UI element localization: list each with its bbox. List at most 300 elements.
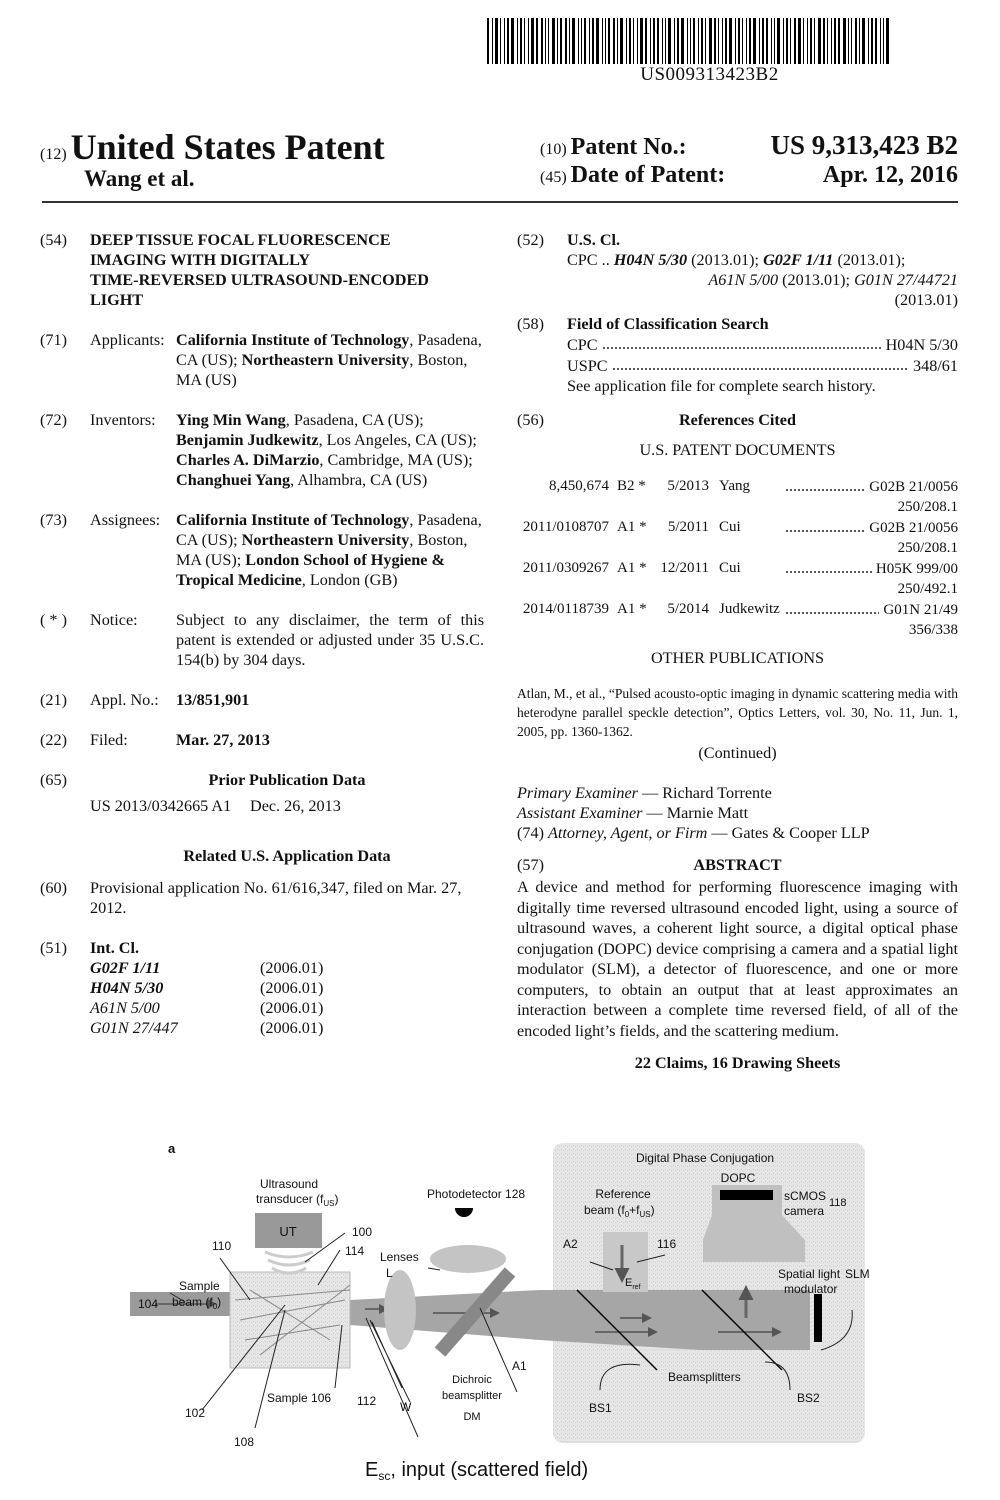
barcode-bar [690,18,691,64]
int-cl-row [90,958,484,978]
barcode-bar [855,18,857,64]
ref-number: 8,450,674 [549,478,609,495]
section-heading: Int. Cl. [90,939,140,957]
barcode-bar [637,18,638,64]
barcode-bar [746,18,747,64]
barcode-bar [831,18,832,64]
applicant-location: Boston, MA (US) [176,351,468,389]
barcode-bar [560,18,562,64]
inid-code-12: (12) [40,146,67,163]
assistant-examiner-label: Assistant Examiner [517,804,643,823]
barcode-bar [753,18,756,64]
leader-dots [785,558,872,573]
barcode-bar [823,18,825,64]
eref-label: $E_{ref}$ [625,1277,641,1291]
inid-code: (71) [40,331,67,349]
ref-class-cell [781,517,958,538]
barcode-bar [701,18,703,64]
provisional-text: Provisional application No. 61/616,347, filed on Mar. 27, 2012. [90,879,462,917]
inventors-short: Wang et al. [84,166,195,191]
assignee-location: London (GB) [309,571,398,589]
barcode-bar [810,18,812,64]
title-line: IMAGING WITH DIGITALLY [90,251,311,269]
barcode-bar [528,18,529,64]
barcode-bar [759,18,760,64]
document-type: United States Patent [70,127,385,167]
class-version: (2013.01); [837,251,906,269]
barcode-bar [500,18,501,64]
barcode-bar [589,18,590,64]
ref-date: 12/2011 [660,560,709,577]
title-line: LIGHT [90,291,144,309]
slm-abbrev: SLM [845,1267,870,1281]
cpc-line [567,250,958,270]
barcode-bar [536,18,538,64]
barcode-bar [608,18,610,64]
slm-label-2: modulator [784,1282,838,1296]
prior-publication-row [90,796,484,816]
ref-name: Yang [719,478,750,495]
barcode-bar [517,18,518,64]
dash: — [641,784,659,803]
barcode-bar [886,18,889,64]
applicants-field [40,330,484,390]
barcode-bar [617,18,618,64]
dm-label: DM [463,1411,481,1423]
primary-examiner-row [517,783,958,803]
barcode-bar [524,18,525,64]
barcode-bar [880,18,881,64]
barcode-bar [807,18,808,64]
barcode-bar [565,18,567,64]
label-a2: A2 [563,1237,578,1251]
label-104: 104 [138,1297,159,1311]
title-line: DEEP TISSUE FOCAL FLUORESCENCE [90,231,391,249]
header-right [540,130,958,194]
barcode-bar [495,18,498,64]
ut-title-line1: Ultrasound [259,1177,319,1191]
field-search-body [567,314,958,396]
us-cl-field [517,230,958,310]
barcode-bar [834,18,836,64]
dopc-label: DOPC [720,1171,756,1185]
barcode-bar [771,18,772,64]
barcode-bar [749,18,751,64]
barcode-bar [653,18,655,64]
barcode-bar [584,18,586,64]
reference-row-secondary [517,497,958,517]
barcode-bar [487,18,489,64]
leader-dots [602,334,882,350]
barcode-bar [629,18,631,64]
applicant-name: California Institute of Technology [176,331,410,349]
barcode-bar [762,18,764,64]
int-cl-row [90,1018,484,1038]
leader-dots [785,476,865,491]
barcode-bar [674,18,675,64]
barcode-bar [777,18,780,64]
barcode-bar [883,18,884,64]
camera-label: camera [784,1204,825,1218]
output-beam [350,1290,810,1350]
us-cl-body [567,230,958,310]
reference-row [517,517,958,538]
label-118: 118 [829,1197,847,1209]
sample-block [230,1272,350,1368]
barcode-bar [578,18,579,64]
barcode-bar [581,18,582,64]
filed-field [40,730,484,750]
barcode-bar [851,18,852,64]
other-publication: Atlan, M., et al., “Pulsed acousto-optic imaging in dynamic scattering media with heterodyne parallel speckle detection”, Optics Letters, vol. 30, No. 11, Jun. 1, 2005, pp. 1360-1362. [517,686,958,740]
section-subheading: U.S. PATENT DOCUMENTS [639,441,836,460]
inid-code: (51) [40,939,67,957]
reference-row-secondary [517,620,958,640]
field-search [517,314,958,396]
field-label: Applicants: [90,331,165,349]
panel-label: a [168,1141,176,1156]
section-heading: U.S. Cl. [567,231,621,249]
left-column [40,230,484,1058]
ref-number: 2014/0118739 [522,601,609,618]
assistant-examiner: Marnie Matt [666,804,749,823]
label-100: 100 [352,1225,373,1239]
dpc-title: Digital Phase Conjugation [635,1151,775,1165]
barcode-bar [786,18,788,64]
barcode-bar [798,18,801,64]
sample-label: Sample 106 [267,1391,332,1405]
inid-code: (58) [517,315,544,333]
barcode-bar [693,18,695,64]
applicants-list: California Institute of Technology, Pasadena, CA (US); Northeastern University, Boston, MA (US) [176,331,482,389]
barcode-bar [859,18,860,64]
inventor-name: Charles A. DiMarzio [176,451,320,469]
filed-date: Mar. 27, 2013 [176,731,270,749]
barcode-bar [596,18,599,64]
photodetector-label: Photodetector 128 [427,1187,526,1201]
barcode-bar [705,18,706,64]
beamsplitters-label: Beamsplitters [668,1370,741,1384]
class-version: (2013.01); [782,271,851,289]
label-110: 110 [212,1239,232,1253]
field-label: Appl. No.: [90,691,159,709]
barcode-bar [507,18,509,64]
inid-code: (73) [40,511,67,529]
class-code: G02F 1/11 [763,251,834,269]
barcode-bar [645,18,647,64]
inventors-list: Ying Min Wang, Pasadena, CA (US); Benjamin Judkewitz, Los Angeles, CA (US); Charles A. DiMarzio, Cambridge, MA (US); Changhuei Yang, Alhambra, CA (US) [176,411,477,489]
label-112: 112 [357,1394,377,1408]
ref-class-cell [781,476,958,497]
inventor-name: Benjamin Judkewitz [176,431,319,449]
reference-row [517,558,958,579]
barcode-bar [640,18,643,64]
class-version: (2006.01) [260,959,324,977]
barcode-bar [871,18,873,64]
barcode-bar [735,18,736,64]
camera-sensor [720,1190,773,1200]
barcode-bar [569,18,570,64]
title-field [40,230,484,310]
barcode [487,18,932,64]
int-cl-body [90,938,484,1038]
ref-class-cell [781,599,958,620]
barcode-bar [531,18,534,64]
class-version: (2013.01); [691,251,760,269]
ref-number: 2011/0309267 [522,560,609,577]
dash: — [646,804,663,823]
publication-date: Dec. 26, 2013 [250,797,341,815]
ref-date: 5/2013 [667,478,709,495]
inid-code-45: (45) [540,169,567,186]
primary-examiner: Richard Torrente [662,784,772,803]
inid-code: (57) [517,856,544,875]
barcode-bar [662,18,663,64]
label-w: W [400,1400,412,1414]
inid-code: (21) [40,691,67,709]
search-value: H04N 5/30 [885,336,958,355]
barcode-bar [572,18,575,64]
patent-no-label: Patent No.: [570,134,687,160]
ref-class: G02B 21/0056 [869,520,958,537]
sample-beam-label: Sample [179,1279,220,1293]
barcode-bar [504,18,505,64]
scmos-label: sCMOS [784,1189,826,1203]
ref-class2: 250/208.1 [897,540,958,557]
ref-name: Judkewitz [719,601,780,618]
header-left [40,126,385,192]
examiners [517,783,958,843]
reference-row-secondary [517,579,958,599]
int-cl-row [90,998,484,1018]
dichroic-label-2: beamsplitter [442,1390,502,1402]
inid-code: (60) [40,879,67,897]
section-heading: Field of Classification Search [567,315,769,333]
figure-1a [0,1120,1000,1500]
ref-class: H05K 999/00 [875,561,958,578]
inventor-location: Los Angeles, CA (US) [326,431,473,449]
ref-class2: 250/208.1 [897,499,958,516]
barcode-bar [875,18,877,64]
ref-class: G01N 21/49 [883,602,958,619]
class-code: A61N 5/00 [708,271,779,289]
sample-beam-label-2: beam $(f_0)$ [172,1295,222,1311]
applicant-location: Pasadena, CA (US) [176,331,482,369]
class-code: G01N 27/447 [90,1019,178,1037]
assignee-location: Pasadena, CA (US) [176,511,482,549]
barcode-bar [633,18,634,64]
barcode-bar [681,18,684,64]
barcode-bar [520,18,522,64]
inventor-name: Ying Min Wang [176,411,286,429]
attorney: Gates & Cooper LLP [731,824,870,843]
barcode-bar [626,18,627,64]
class-code: G02F 1/11 [90,959,161,977]
inid-code: ( * ) [40,611,67,629]
ref-name: Cui [719,519,741,536]
field-label: Assignees: [90,511,161,529]
inid-code: (74) [517,824,544,843]
barcode-bar [592,18,594,64]
dichroic-label: Dichroic [452,1374,492,1386]
barcode-bar [698,18,699,64]
abstract-heading-row [517,855,958,875]
notice-text: Subject to any disclaimer, the term of this patent is extended or adjusted under 35 U.S.C. 154(b) by 304 days. [176,611,484,669]
barcode-bar [687,18,688,64]
barcode-bar [790,18,791,64]
primary-examiner-label: Primary Examiner [517,784,638,803]
barcode-bar [803,18,804,64]
label-bs2: BS2 [797,1391,820,1405]
search-row [567,355,958,376]
inventor-location: Pasadena, CA (US) [293,411,420,429]
label-108: 108 [234,1435,255,1449]
inventors-field [40,410,484,490]
appl-no-field [40,690,484,710]
inid-code-10: (10) [540,141,567,158]
prior-publication-field [40,770,484,790]
right-column [517,230,958,1073]
search-value: 348/61 [913,357,958,376]
label-bs1: BS1 [589,1401,612,1415]
inid-code: (72) [40,411,67,429]
barcode-bar [766,18,768,64]
ref-kind: A1 * [617,560,647,577]
reference-row-secondary [517,538,958,558]
application-number: 13/851,901 [176,691,250,709]
barcode-bar [620,18,623,64]
class-code: G01N 27/44721 [854,271,958,289]
barcode-bar [605,18,606,64]
inid-code: (65) [40,771,67,789]
reference-row [517,599,958,620]
barcode-bar [783,18,784,64]
slm-device [814,1294,822,1342]
ut-title-line2: transducer $(f_{US})$ [256,1192,339,1208]
search-row [567,334,958,355]
assignee-name: Northeastern University [241,531,410,549]
barcode-bar [818,18,821,64]
references-field [517,410,958,430]
lens [430,1245,506,1273]
section-heading: Prior Publication Data [208,771,366,789]
barcode-bar [552,18,555,64]
patent-number: US 9,313,423 B2 [770,130,958,160]
slm-label: Spatial light [778,1267,841,1281]
ref-kind: B2 * [617,478,646,495]
barcode-bar [665,18,666,64]
barcode-bar [657,18,659,64]
label-114: 114 [345,1244,365,1258]
provisional-field [40,878,484,918]
barcode-bar [814,18,815,64]
section-heading: ABSTRACT [693,856,782,875]
section-subheading: OTHER PUBLICATIONS [650,649,825,668]
class-version: (2006.01) [260,999,324,1017]
ref-class: G02B 21/0056 [869,479,958,496]
barcode-bar [827,18,828,64]
patent-title [90,230,484,310]
barcode-bar [718,18,719,64]
cpc-line [567,270,958,290]
barcode-bar [541,18,543,64]
barcode-bar [774,18,775,64]
barcode-bar [862,18,865,64]
assignee-name: California Institute of Technology [176,511,410,529]
barcode-bar [548,18,549,64]
reference-row [517,476,958,497]
applicant-name: Northeastern University [241,351,410,369]
field-label: Inventors: [90,411,156,429]
lens [384,1270,416,1350]
ref-name: Cui [719,560,741,577]
assignees-field [40,510,484,590]
label-a1: A1 [512,1359,527,1373]
notice-field [40,610,484,670]
ref-kind: A1 * [617,601,647,618]
inventor-location: Cambridge, MA (US) [327,451,469,469]
ref-date: 5/2011 [667,519,709,536]
ref-date: 5/2014 [667,601,709,618]
dash: — [711,824,728,843]
barcode-bar [848,18,849,64]
ref-number: 2011/0108707 [522,519,609,536]
ref-class-cell [781,558,958,579]
barcode-bar [709,18,712,64]
assignee-location: Boston, MA (US) [176,531,468,569]
section-heading: Related U.S. Application Data [183,847,391,865]
reference-label-2: beam $(f_0+f_{US})$ [584,1203,655,1219]
barcode-bar [602,18,603,64]
attorney-label: Attorney, Agent, or Firm [548,824,708,843]
barcode-bar [492,18,493,64]
barcode-bar [613,18,615,64]
barcode-bar [794,18,796,64]
patent-date: Apr. 12, 2016 [822,162,958,188]
photodetector-icon [455,1208,473,1217]
barcode-bar [545,18,546,64]
ref-class2: 356/338 [908,622,958,639]
search-label: CPC [567,336,598,355]
lens-l-label: L [386,1266,393,1280]
barcode-bar [729,18,732,64]
esc-caption: $E_{sc}$, input (scattered field) [365,1459,589,1483]
barcode-bar [868,18,869,64]
label-116: 116 [657,1237,677,1251]
inid-code: (54) [40,231,67,249]
class-code: H04N 5/30 [613,251,688,269]
class-version: (2006.01) [260,1019,324,1037]
barcode-bar [557,18,558,64]
barcode-bar [722,18,723,64]
search-label: USPC [567,357,608,376]
claims-count: 22 Claims, 16 Drawing Sheets [634,1054,841,1073]
assistant-examiner-row [517,803,958,823]
attorney-row [517,823,958,843]
ref-class2: 250/492.1 [897,581,958,598]
references-table [517,476,958,640]
leader-dots [612,355,910,371]
leader-dots [785,599,879,614]
inventor-location: Alhambra, CA (US) [297,471,428,489]
barcode-bar [668,18,671,64]
field-label: Notice: [90,611,138,629]
ref-kind: A1 * [617,519,647,536]
leader-dots [785,517,865,532]
barcode-bar [843,18,846,64]
lenses-label: Lenses [380,1250,419,1264]
search-note: See application file for complete search history. [567,377,876,396]
